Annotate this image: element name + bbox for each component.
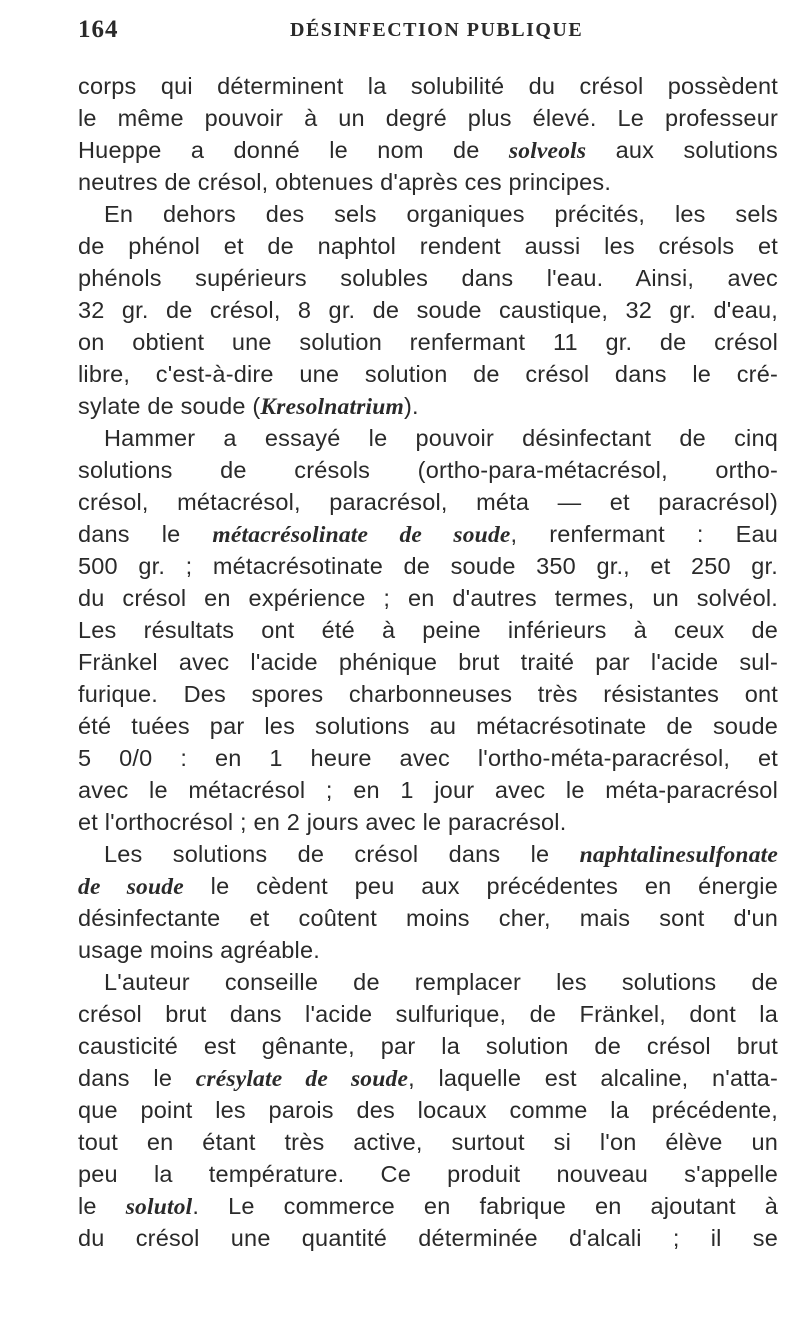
text-line: [78, 774, 778, 806]
text-line: [78, 166, 778, 198]
text-line: [78, 102, 778, 134]
text-line: [78, 582, 778, 614]
italic-term: solutol: [125, 1194, 193, 1220]
text-line: [78, 1158, 778, 1190]
text-line: [78, 1030, 778, 1062]
line-text: Hammer a essayé le pouvoir désinfectant de cinq: [104, 425, 778, 451]
line-text: usage moins agréable.: [78, 937, 320, 963]
italic-term: crésylate de soude: [195, 1066, 409, 1092]
text-line: [78, 518, 778, 550]
line-text: phénols supérieurs solubles dans l'eau. Ainsi, avec: [78, 265, 778, 291]
line-text: dans le: [78, 1065, 196, 1091]
line-text: avec le métacrésol ; en 1 jour avec le méta-paracrésol: [78, 777, 778, 803]
text-line: [78, 806, 778, 838]
line-text-after: le cèdent peu aux précédentes en énergie: [183, 873, 778, 899]
italic-term: Kresolnatrium: [260, 394, 405, 420]
line-text: Fränkel avec l'acide phénique brut traité par l'acide sul-: [78, 649, 778, 675]
running-title: DÉSINFECTION PUBLIQUE: [290, 19, 584, 41]
line-text: été tuées par les solutions au métacrésotinate de soude: [78, 713, 778, 739]
line-text: de phénol et de naphtol rendent aussi les crésols et: [78, 233, 778, 259]
line-text-after: . Le commerce en fabrique en ajoutant à: [192, 1193, 778, 1219]
line-text: désinfectante et coûtent moins cher, mais sont d'un: [78, 905, 778, 931]
line-text-after: aux solutions: [586, 137, 778, 163]
text-line: [78, 358, 778, 390]
line-text: le: [78, 1193, 126, 1219]
line-text: dans le: [78, 521, 213, 547]
text-line: [78, 998, 778, 1030]
text-line: [78, 870, 778, 902]
line-text: furique. Des spores charbonneuses très résistantes ont: [78, 681, 778, 707]
text-line: [78, 1222, 778, 1254]
line-text: du crésol une quantité déterminée d'alcali ; il se: [78, 1225, 778, 1251]
page-number: 164: [78, 16, 119, 43]
line-text: corps qui déterminent la solubilité du crésol possèdent: [78, 73, 778, 99]
line-text: neutres de crésol, obtenues d'après ces principes.: [78, 169, 612, 195]
text-line: [78, 1126, 778, 1158]
line-text: L'auteur conseille de remplacer les solutions de: [104, 969, 778, 995]
line-text: solutions de crésols (ortho-para-métacrésol, ortho-: [78, 457, 778, 483]
line-text: Les résultats ont été à peine inférieurs à ceux de: [78, 617, 778, 643]
text-line: [78, 934, 778, 966]
text-line: [78, 390, 778, 422]
line-text: 32 gr. de crésol, 8 gr. de soude caustique, 32 gr. d'eau,: [78, 297, 778, 323]
line-text: Les solutions de crésol dans le: [104, 841, 580, 867]
line-text: et l'orthocrésol ; en 2 jours avec le paracrésol.: [78, 809, 567, 835]
italic-term: métacrésolinate de soude: [212, 522, 511, 548]
text-line: [78, 454, 778, 486]
text-line: [78, 422, 778, 454]
text-line: [78, 1094, 778, 1126]
line-text: sylate de soude (: [78, 393, 261, 419]
italic-term: naphtalinesulfonate: [579, 842, 778, 868]
line-text: on obtient une solution renfermant 11 gr. de crésol: [78, 329, 778, 355]
line-text: du crésol en expérience ; en d'autres termes, un solvéol.: [78, 585, 778, 611]
text-line: [78, 1062, 778, 1094]
line-text: 500 gr. ; métacrésotinate de soude 350 gr., et 250 gr.: [78, 553, 778, 579]
italic-term: de soude: [78, 874, 184, 900]
text-line: [78, 550, 778, 582]
line-text: crésol brut dans l'acide sulfurique, de Fränkel, dont la: [78, 1001, 778, 1027]
line-text: que point les parois des locaux comme la précédente,: [78, 1097, 778, 1123]
text-line: [78, 1190, 778, 1222]
line-text: En dehors des sels organiques précités, les sels: [104, 201, 778, 227]
line-text: tout en étant très active, surtout si l'on élève un: [78, 1129, 778, 1155]
text-line: [78, 230, 778, 262]
text-line: [78, 198, 778, 230]
text-line: [78, 966, 778, 998]
text-line: [78, 678, 778, 710]
text-line: [78, 326, 778, 358]
text-line: [78, 902, 778, 934]
text-line: [78, 486, 778, 518]
line-text-after: , renfermant : Eau: [510, 521, 778, 547]
text-line: [78, 262, 778, 294]
line-text: libre, c'est-à-dire une solution de crésol dans le cré-: [78, 361, 778, 387]
line-text: le même pouvoir à un degré plus élevé. Le professeur: [78, 105, 778, 131]
line-text: causticité est gênante, par la solution de crésol brut: [78, 1033, 778, 1059]
text-line: [78, 614, 778, 646]
line-text: crésol, métacrésol, paracrésol, méta — et paracrésol): [78, 489, 778, 515]
line-text: Hueppe a donné le nom de: [78, 137, 509, 163]
line-text: peu la température. Ce produit nouveau s'appelle: [78, 1161, 778, 1187]
text-line: [78, 134, 778, 166]
italic-term: solveols: [508, 138, 587, 164]
text-line: [78, 646, 778, 678]
body-text: [78, 70, 778, 1254]
text-line: [78, 838, 778, 870]
text-line: [78, 710, 778, 742]
text-line: [78, 294, 778, 326]
text-line: [78, 742, 778, 774]
line-text-after: ).: [404, 393, 419, 419]
line-text: 5 0/0 : en 1 heure avec l'ortho-méta-paracrésol, et: [78, 745, 778, 771]
page-header: [78, 16, 778, 56]
line-text-after: , laquelle est alcaline, n'atta-: [408, 1065, 778, 1091]
text-line: [78, 70, 778, 102]
